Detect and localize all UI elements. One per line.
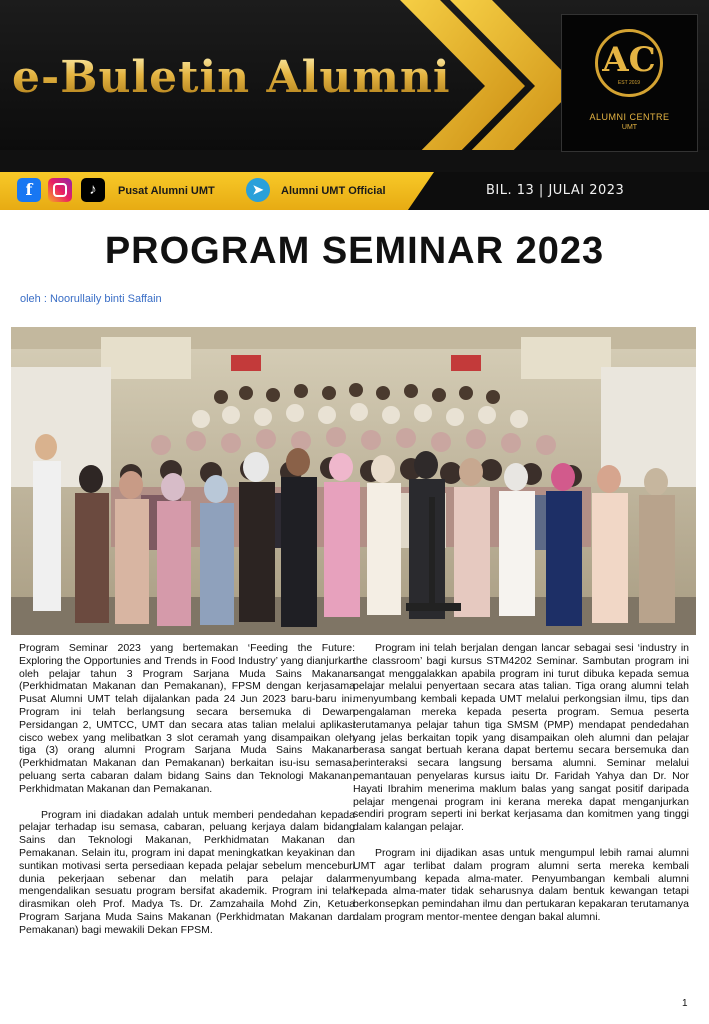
- banner-header: [0, 0, 709, 172]
- logo-emblem: [595, 29, 663, 97]
- group-photo: [11, 327, 696, 635]
- bulletin-title: e-Buletin Alumni: [12, 52, 451, 103]
- logo-est: EST 2019: [617, 80, 641, 86]
- article-paragraph: Program ini telah berjalan dengan lancar sebagai sesi ‘industry in the classroom’ bagi kursus STM4202 Seminar. Sambutan program ini sangat menggalakkan apabila program ini turut dibuka kepada semua pelajar melalui penyertaan secara atas talian. Tiga orang alumni telah menyumbang kembali kepada UMT melalui perkongsian ilmu, tips dan pengalaman mereka kepada peserta program. Semua peserta terutamanya pelajar tahun tiga SMSM (PMP) mendapat pendedahan yang jelas berkaitan topik yang disampaikan oleh alumni dan pelajar berasa sangat bertuah kerana dapat bertemu secara bersemuka dan berinteraksi secara langsung bersama alumni. Seminar melalui pemantauan penyelaras kursus iaitu Dr. Faridah Yahya dan Dr. Nor Hayati Ibrahim menerima maklum balas yang sangat positif daripada pelajar mengenai program ini kerana mereka dapat menganjurkan sendiri program seperti ini berkat kerjasama dan komitmen yang tinggi dalam kalangan pelajar.: [353, 642, 689, 834]
- logo-mark: AC: [602, 40, 656, 80]
- article-column-right: [353, 642, 689, 937]
- article-column-left: [19, 642, 355, 950]
- page-number: 1: [682, 998, 688, 1009]
- logo-sub: UMT: [621, 124, 638, 131]
- instagram-icon[interactable]: [48, 178, 72, 202]
- alumni-centre-logo: [561, 14, 698, 152]
- group-photo-illustration: [11, 327, 696, 635]
- logo-name: ALUMNI CENTRE: [589, 112, 670, 122]
- issue-number: BIL. 13 | JULAI 2023: [486, 183, 625, 198]
- facebook-icon[interactable]: f: [17, 178, 41, 202]
- article-paragraph: Program ini dijadikan asas untuk mengumpul lebih ramai alumni UMT agar terlibat dalam program alumni serta mereka kembali menyumbang kepada alma-mater. Penyumbangan kembali alumni kepada alma-mater tidak seharusnya dalam bentuk kewangan tetapi berkonsepkan pemindahan ilmu dan pertukaran kepakaran terutamanya dalam program mentor-mentee dengan bakal alumni.: [353, 846, 689, 923]
- article-title: PROGRAM SEMINAR 2023: [104, 230, 605, 272]
- article-byline: oleh : Noorullaily binti Saffain: [20, 293, 162, 305]
- article-paragraph: Program Seminar 2023 yang bertemakan ‘Feeding the Future: Exploring the Opportunies and Trends in Food Industry’ yang dianjurkan oleh pelajar tahun 3 Program Sarjana Muda Sains Makanan (Perkhidmatan Makanan dan Pemakanan), FPSM dengan kerjasama Pusat Alumni UMT telah dijalankan pada 24 Jun 2023 baru-baru ini. Program ini telah berlangsung secara bersemuka di Dewan Persidangan 2, UMTCC, UMT dan secara atas talian melalui aplikasi cisco webex yang melibatkan 3 slot ceramah yang disampaikan oleh tiga (3) orang alumni Program Sarjana Muda Sains Makanan (Perkhidmatan Makanan dan Pemakanan) berkaitan isu-isu semasa, peluang serta cabaran dalam bidang Sains dan Teknologi Makanan, Perkhidmatan Makanan dan Pemakanan.: [19, 642, 355, 795]
- tiktok-icon[interactable]: ♪: [81, 178, 105, 202]
- telegram-channel-label[interactable]: Alumni UMT Official: [281, 185, 386, 197]
- social-bar: [0, 172, 709, 210]
- article-paragraph: Program ini diadakan adalah untuk memberi pendedahan kepada pelajar terhadap isu semasa, cabaran, peluang kerjaya dalam bidang Sains dan Teknologi Makanan, Perkhidmatan Makanan dan Pemakanan. Selain itu, program ini dapat meningkatkan keyakinan dan suntikan motivasi serta persediaan kepada pelajar sebelum menceburi dunia pekerjaan sebenar dan melatih para pelajar dalam mengendalikan sesuatu program bersifat akademik. Program ini telah dirasmikan oleh Prof. Madya Ts. Dr. Zamzahaila Mohd Zin, Ketua Program Sarjana Muda Sains Makanan (Perkhidmatan Makanan dan Pemakanan) bagi mewakili Dekan FPSM.: [19, 808, 355, 936]
- facebook-page-label[interactable]: Pusat Alumni UMT: [118, 185, 215, 197]
- telegram-icon[interactable]: ➤: [246, 178, 270, 202]
